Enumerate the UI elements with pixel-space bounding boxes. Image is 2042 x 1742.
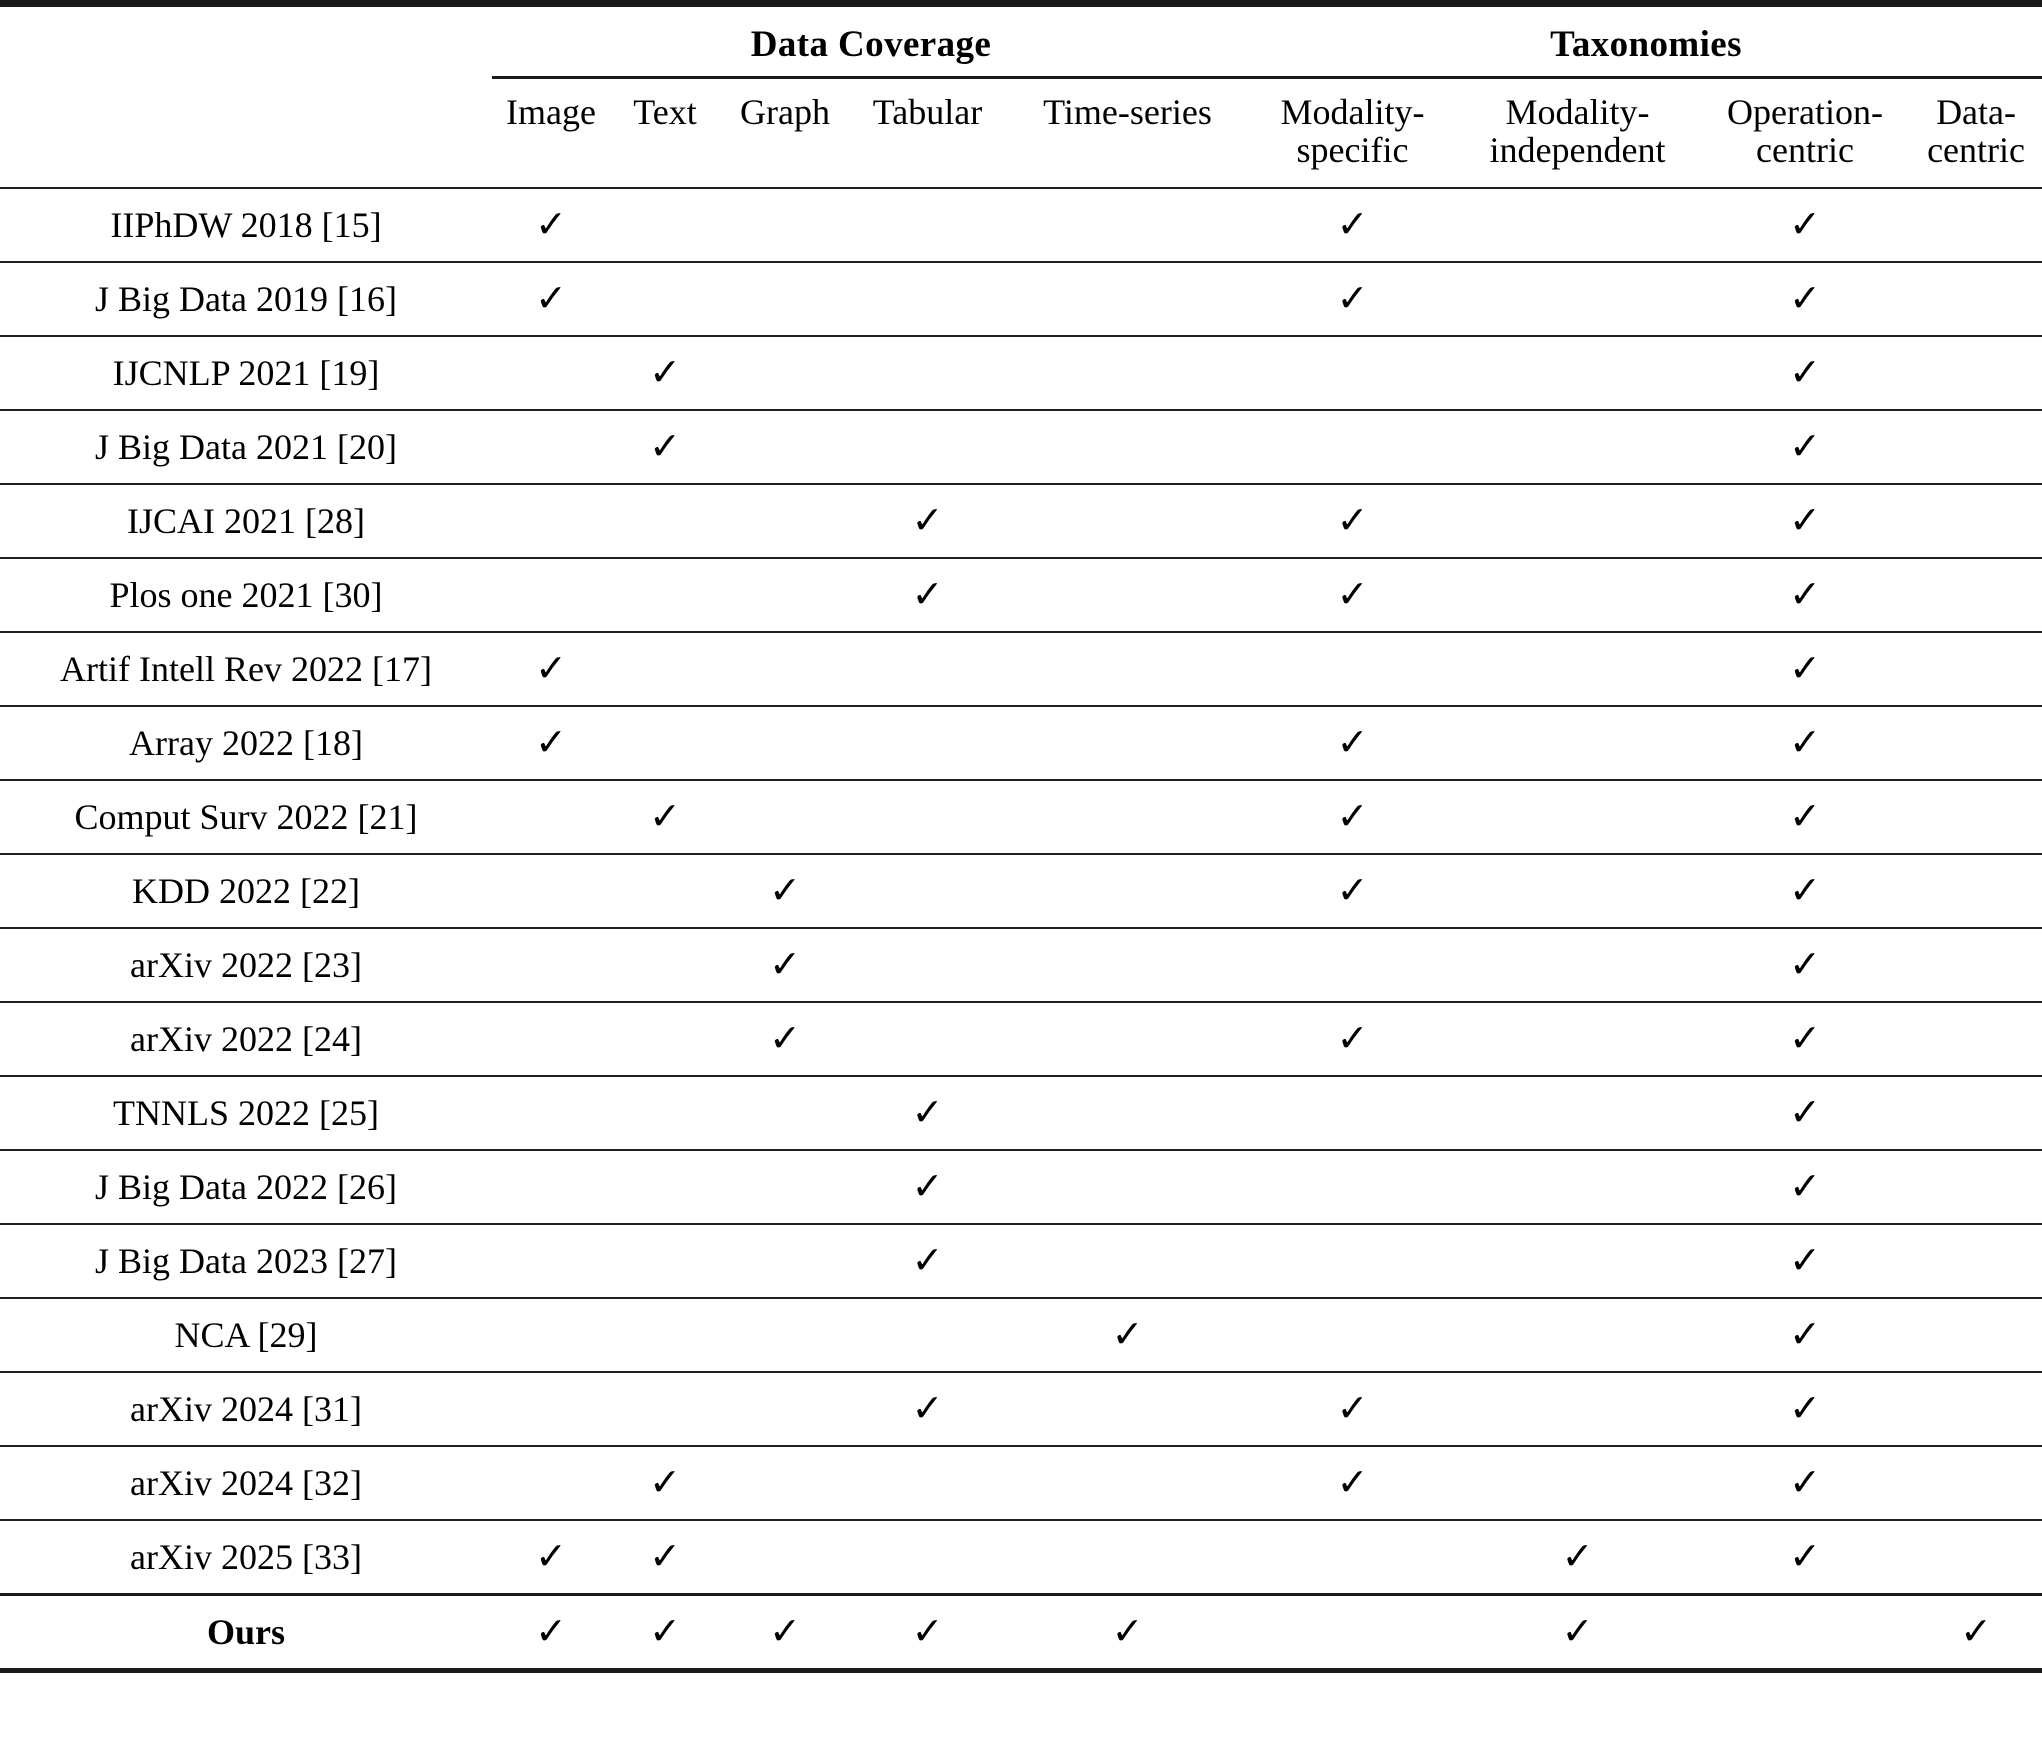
table-row (0, 558, 2042, 632)
cell-tabular (850, 262, 1005, 336)
cell-timeseries (1005, 1520, 1250, 1595)
table-row (0, 1372, 2042, 1446)
cell-modality-specific (1250, 410, 1455, 484)
column-header-method (0, 78, 492, 189)
survey-comparison-table (0, 7, 2042, 1668)
cell-data-centric (1910, 1076, 2042, 1150)
cell-operation-centric (1700, 188, 1910, 262)
cell-operation-centric (1700, 558, 1910, 632)
cell-graph (720, 1446, 850, 1520)
cell-modality-independent (1455, 558, 1700, 632)
cell-graph (720, 1520, 850, 1595)
cell-tabular (850, 1224, 1005, 1298)
cell-data-centric (1910, 410, 2042, 484)
cell-text (610, 928, 720, 1002)
table-row (0, 1224, 2042, 1298)
column-header-timeseries: Time-series (1043, 92, 1212, 132)
cell-timeseries (1005, 1150, 1250, 1224)
cell-modality-specific (1250, 262, 1455, 336)
check-icon: ✓ (1960, 1611, 1992, 1654)
cell-image (492, 262, 610, 336)
cell-timeseries (1005, 484, 1250, 558)
check-icon: ✓ (769, 944, 801, 987)
table-row (0, 1002, 2042, 1076)
table-row (0, 1446, 2042, 1520)
cell-text (610, 854, 720, 928)
check-icon: ✓ (535, 722, 567, 765)
cell-text (610, 706, 720, 780)
cell-data-centric (1910, 1150, 2042, 1224)
cell-modality-independent (1455, 1298, 1700, 1372)
check-icon: ✓ (1789, 500, 1821, 543)
check-icon: ✓ (1336, 500, 1369, 543)
cell-modality-independent (1455, 1150, 1700, 1224)
check-icon: ✓ (1789, 1240, 1821, 1283)
check-icon: ✓ (1789, 426, 1821, 469)
cell-text (610, 1002, 720, 1076)
check-icon: ✓ (1789, 870, 1821, 913)
cell-tabular (850, 1076, 1005, 1150)
check-icon: ✓ (649, 1611, 681, 1654)
cell-data-centric (1910, 780, 2042, 854)
row-method-label: KDD 2022 [22] (0, 854, 492, 928)
check-icon: ✓ (1789, 1462, 1821, 1505)
cell-modality-independent (1455, 262, 1700, 336)
cell-graph (720, 1372, 850, 1446)
table-row (0, 262, 2042, 336)
check-icon: ✓ (1336, 1462, 1369, 1505)
cell-modality-specific (1250, 928, 1455, 1002)
cell-text (610, 1595, 720, 1669)
cell-tabular (850, 188, 1005, 262)
cell-operation-centric (1700, 854, 1910, 928)
cell-tabular (850, 1298, 1005, 1372)
cell-image (492, 928, 610, 1002)
table-top-rule (0, 0, 2042, 7)
cell-modality-independent (1455, 1520, 1700, 1595)
check-icon: ✓ (1789, 1536, 1821, 1579)
cell-tabular (850, 706, 1005, 780)
check-icon: ✓ (1789, 1166, 1821, 1209)
cell-modality-independent (1455, 1076, 1700, 1150)
row-method-label: IIPhDW 2018 [15] (0, 188, 492, 262)
check-icon: ✓ (649, 1462, 681, 1505)
column-header-data-centric: Data- centric (1927, 92, 2025, 171)
check-icon: ✓ (769, 1018, 801, 1061)
cell-modality-independent (1455, 854, 1700, 928)
cell-graph (720, 928, 850, 1002)
cell-data-centric (1910, 706, 2042, 780)
cell-timeseries (1005, 188, 1250, 262)
check-icon: ✓ (911, 1388, 944, 1431)
row-method-label: Ours (0, 1595, 492, 1669)
cell-operation-centric (1700, 484, 1910, 558)
row-method-label: IJCNLP 2021 [19] (0, 336, 492, 410)
cell-operation-centric (1700, 1224, 1910, 1298)
cell-modality-independent (1455, 780, 1700, 854)
cell-modality-specific (1250, 1595, 1455, 1669)
cell-modality-specific (1250, 706, 1455, 780)
cell-data-centric (1910, 1298, 2042, 1372)
cell-tabular (850, 484, 1005, 558)
cell-data-centric (1910, 188, 2042, 262)
check-icon: ✓ (1789, 1314, 1821, 1357)
check-icon: ✓ (1336, 722, 1369, 765)
cell-timeseries (1005, 1446, 1250, 1520)
cell-modality-independent (1455, 410, 1700, 484)
check-icon: ✓ (1789, 722, 1821, 765)
table-row (0, 1520, 2042, 1595)
cell-modality-specific (1250, 1446, 1455, 1520)
cell-timeseries (1005, 632, 1250, 706)
row-method-label: Plos one 2021 [30] (0, 558, 492, 632)
check-icon: ✓ (649, 426, 681, 469)
cell-text (610, 188, 720, 262)
cell-modality-specific (1250, 336, 1455, 410)
cell-timeseries (1005, 558, 1250, 632)
cell-text (610, 336, 720, 410)
cell-modality-specific (1250, 780, 1455, 854)
table-row (0, 484, 2042, 558)
cell-modality-independent (1455, 484, 1700, 558)
cell-text (610, 262, 720, 336)
cell-timeseries (1005, 410, 1250, 484)
check-icon: ✓ (1789, 796, 1821, 839)
cell-operation-centric (1700, 1002, 1910, 1076)
cell-modality-independent (1455, 1002, 1700, 1076)
cell-operation-centric (1700, 1372, 1910, 1446)
row-method-label: TNNLS 2022 [25] (0, 1076, 492, 1150)
cell-text (610, 632, 720, 706)
cell-text (610, 1372, 720, 1446)
table-row (0, 1076, 2042, 1150)
table-row (0, 1595, 2042, 1669)
check-icon: ✓ (1789, 352, 1821, 395)
cell-text (610, 1076, 720, 1150)
group-header-taxonomies: Taxonomies (1250, 7, 2042, 78)
cell-graph (720, 336, 850, 410)
table-body (0, 188, 2042, 1668)
cell-modality-specific (1250, 854, 1455, 928)
cell-tabular (850, 928, 1005, 1002)
check-icon: ✓ (769, 1611, 801, 1654)
cell-image (492, 410, 610, 484)
check-icon: ✓ (1336, 204, 1369, 247)
row-method-label: Array 2022 [18] (0, 706, 492, 780)
row-method-label: arXiv 2024 [31] (0, 1372, 492, 1446)
cell-modality-specific (1250, 1150, 1455, 1224)
check-icon: ✓ (1789, 1388, 1821, 1431)
table-row (0, 780, 2042, 854)
cell-timeseries (1005, 780, 1250, 854)
cell-image (492, 854, 610, 928)
cell-data-centric (1910, 928, 2042, 1002)
cell-modality-independent (1455, 336, 1700, 410)
column-header-graph: Graph (740, 92, 830, 132)
check-icon: ✓ (911, 1240, 944, 1283)
cell-operation-centric (1700, 706, 1910, 780)
check-icon: ✓ (1111, 1611, 1144, 1654)
cell-data-centric (1910, 1446, 2042, 1520)
cell-graph (720, 632, 850, 706)
cell-data-centric (1910, 558, 2042, 632)
cell-tabular (850, 854, 1005, 928)
cell-graph (720, 706, 850, 780)
row-method-label: Artif Intell Rev 2022 [17] (0, 632, 492, 706)
check-icon: ✓ (649, 796, 681, 839)
check-icon: ✓ (1789, 278, 1821, 321)
cell-graph (720, 1298, 850, 1372)
row-method-label: J Big Data 2021 [20] (0, 410, 492, 484)
cell-image (492, 1520, 610, 1595)
cell-modality-specific (1250, 484, 1455, 558)
row-method-label: arXiv 2025 [33] (0, 1520, 492, 1595)
check-icon: ✓ (911, 1092, 944, 1135)
cell-image (492, 706, 610, 780)
column-header-row (0, 78, 2042, 189)
table-head (0, 7, 2042, 188)
check-icon: ✓ (1789, 1092, 1821, 1135)
table-row (0, 1298, 2042, 1372)
cell-operation-centric (1700, 780, 1910, 854)
check-icon: ✓ (769, 870, 801, 913)
cell-tabular (850, 780, 1005, 854)
cell-modality-independent (1455, 1595, 1700, 1669)
check-icon: ✓ (535, 1536, 567, 1579)
cell-modality-independent (1455, 1224, 1700, 1298)
cell-operation-centric (1700, 928, 1910, 1002)
cell-timeseries (1005, 336, 1250, 410)
cell-operation-centric (1700, 1520, 1910, 1595)
cell-timeseries (1005, 706, 1250, 780)
cell-image (492, 1298, 610, 1372)
check-icon: ✓ (1789, 944, 1821, 987)
check-icon: ✓ (1789, 1018, 1821, 1061)
cell-data-centric (1910, 1224, 2042, 1298)
cell-graph (720, 1076, 850, 1150)
cell-modality-independent (1455, 1446, 1700, 1520)
cell-image (492, 780, 610, 854)
table-bottom-rule (0, 1668, 2042, 1673)
check-icon: ✓ (1111, 1314, 1144, 1357)
check-icon: ✓ (535, 278, 567, 321)
cell-tabular (850, 1002, 1005, 1076)
check-icon: ✓ (649, 352, 681, 395)
cell-tabular (850, 410, 1005, 484)
cell-operation-centric (1700, 1298, 1910, 1372)
cell-data-centric (1910, 1372, 2042, 1446)
cell-image (492, 336, 610, 410)
cell-operation-centric (1700, 1446, 1910, 1520)
check-icon: ✓ (535, 648, 567, 691)
row-method-label: IJCAI 2021 [28] (0, 484, 492, 558)
cell-text (610, 1224, 720, 1298)
table-row (0, 188, 2042, 262)
cell-operation-centric (1700, 632, 1910, 706)
cell-text (610, 1520, 720, 1595)
cell-modality-independent (1455, 706, 1700, 780)
cell-operation-centric (1700, 1076, 1910, 1150)
cell-tabular (850, 336, 1005, 410)
table-row (0, 928, 2042, 1002)
table-row (0, 410, 2042, 484)
row-method-label: J Big Data 2023 [27] (0, 1224, 492, 1298)
cell-tabular (850, 632, 1005, 706)
check-icon: ✓ (1336, 870, 1369, 913)
cell-tabular (850, 1372, 1005, 1446)
check-icon: ✓ (1336, 574, 1369, 617)
check-icon: ✓ (1789, 648, 1821, 691)
cell-graph (720, 1002, 850, 1076)
check-icon: ✓ (1336, 796, 1369, 839)
column-header-tabular: Tabular (872, 92, 983, 132)
cell-graph (720, 188, 850, 262)
cell-data-centric (1910, 336, 2042, 410)
cell-text (610, 1446, 720, 1520)
cell-modality-independent (1455, 1372, 1700, 1446)
cell-modality-specific (1250, 1076, 1455, 1150)
check-icon: ✓ (1789, 574, 1821, 617)
cell-data-centric (1910, 854, 2042, 928)
cell-image (492, 1446, 610, 1520)
column-header-text: Text (633, 92, 697, 132)
column-header-operation-centric: Operation- centric (1727, 92, 1883, 171)
cell-text (610, 1298, 720, 1372)
cell-image (492, 632, 610, 706)
cell-graph (720, 1150, 850, 1224)
check-icon: ✓ (535, 1611, 567, 1654)
column-header-image: Image (506, 92, 596, 132)
cell-tabular (850, 558, 1005, 632)
check-icon: ✓ (1336, 278, 1369, 321)
cell-text (610, 1150, 720, 1224)
table-row (0, 706, 2042, 780)
check-icon: ✓ (911, 1166, 944, 1209)
cell-graph (720, 780, 850, 854)
cell-operation-centric (1700, 262, 1910, 336)
column-header-modality-specific: Modality- specific (1280, 92, 1425, 171)
cell-image (492, 1076, 610, 1150)
cell-modality-independent (1455, 188, 1700, 262)
cell-image (492, 484, 610, 558)
cell-image (492, 558, 610, 632)
cell-timeseries (1005, 1002, 1250, 1076)
cell-operation-centric (1700, 1595, 1910, 1669)
row-method-label: arXiv 2022 [23] (0, 928, 492, 1002)
cell-image (492, 1150, 610, 1224)
cell-modality-specific (1250, 1002, 1455, 1076)
check-icon: ✓ (911, 574, 944, 617)
table-row (0, 1150, 2042, 1224)
cell-image (492, 1372, 610, 1446)
cell-data-centric (1910, 262, 2042, 336)
cell-modality-specific (1250, 1224, 1455, 1298)
row-method-label: NCA [29] (0, 1298, 492, 1372)
cell-image (492, 1595, 610, 1669)
cell-modality-specific (1250, 1298, 1455, 1372)
check-icon: ✓ (1789, 204, 1821, 247)
group-header-row (0, 7, 2042, 78)
cell-text (610, 558, 720, 632)
cell-data-centric (1910, 632, 2042, 706)
cell-graph (720, 854, 850, 928)
cell-timeseries (1005, 1076, 1250, 1150)
cell-modality-specific (1250, 1520, 1455, 1595)
cell-modality-specific (1250, 188, 1455, 262)
cell-text (610, 484, 720, 558)
cell-tabular (850, 1520, 1005, 1595)
cell-timeseries (1005, 1372, 1250, 1446)
row-method-label: arXiv 2022 [24] (0, 1002, 492, 1076)
cell-tabular (850, 1595, 1005, 1669)
check-icon: ✓ (1336, 1388, 1369, 1431)
cell-graph (720, 484, 850, 558)
row-method-label: arXiv 2024 [32] (0, 1446, 492, 1520)
cell-data-centric (1910, 1520, 2042, 1595)
cell-operation-centric (1700, 410, 1910, 484)
cell-tabular (850, 1446, 1005, 1520)
group-header-data-coverage: Data Coverage (492, 7, 1250, 78)
cell-graph (720, 1595, 850, 1669)
cell-image (492, 188, 610, 262)
cell-data-centric (1910, 484, 2042, 558)
cell-graph (720, 410, 850, 484)
cell-text (610, 780, 720, 854)
cell-timeseries (1005, 1224, 1250, 1298)
cell-operation-centric (1700, 336, 1910, 410)
cell-modality-specific (1250, 1372, 1455, 1446)
cell-operation-centric (1700, 1150, 1910, 1224)
check-icon: ✓ (911, 500, 944, 543)
cell-timeseries (1005, 262, 1250, 336)
cell-image (492, 1002, 610, 1076)
group-header-blank (0, 7, 492, 78)
cell-tabular (850, 1150, 1005, 1224)
cell-modality-specific (1250, 632, 1455, 706)
cell-text (610, 410, 720, 484)
check-icon: ✓ (1561, 1611, 1594, 1654)
row-method-label: J Big Data 2022 [26] (0, 1150, 492, 1224)
cell-graph (720, 262, 850, 336)
cell-timeseries (1005, 1298, 1250, 1372)
check-icon: ✓ (1561, 1536, 1594, 1579)
check-icon: ✓ (911, 1611, 944, 1654)
cell-graph (720, 558, 850, 632)
cell-modality-independent (1455, 632, 1700, 706)
table-row (0, 632, 2042, 706)
table-row (0, 336, 2042, 410)
cell-data-centric (1910, 1002, 2042, 1076)
cell-modality-specific (1250, 558, 1455, 632)
check-icon: ✓ (649, 1536, 681, 1579)
cell-timeseries (1005, 928, 1250, 1002)
cell-graph (720, 1224, 850, 1298)
check-icon: ✓ (1336, 1018, 1369, 1061)
row-method-label: Comput Surv 2022 [21] (0, 780, 492, 854)
table-row (0, 854, 2042, 928)
cell-timeseries (1005, 1595, 1250, 1669)
cell-timeseries (1005, 854, 1250, 928)
check-icon: ✓ (535, 204, 567, 247)
cell-image (492, 1224, 610, 1298)
cell-data-centric (1910, 1595, 2042, 1669)
row-method-label: J Big Data 2019 [16] (0, 262, 492, 336)
column-header-modality-independent: Modality- independent (1489, 92, 1666, 171)
cell-modality-independent (1455, 928, 1700, 1002)
